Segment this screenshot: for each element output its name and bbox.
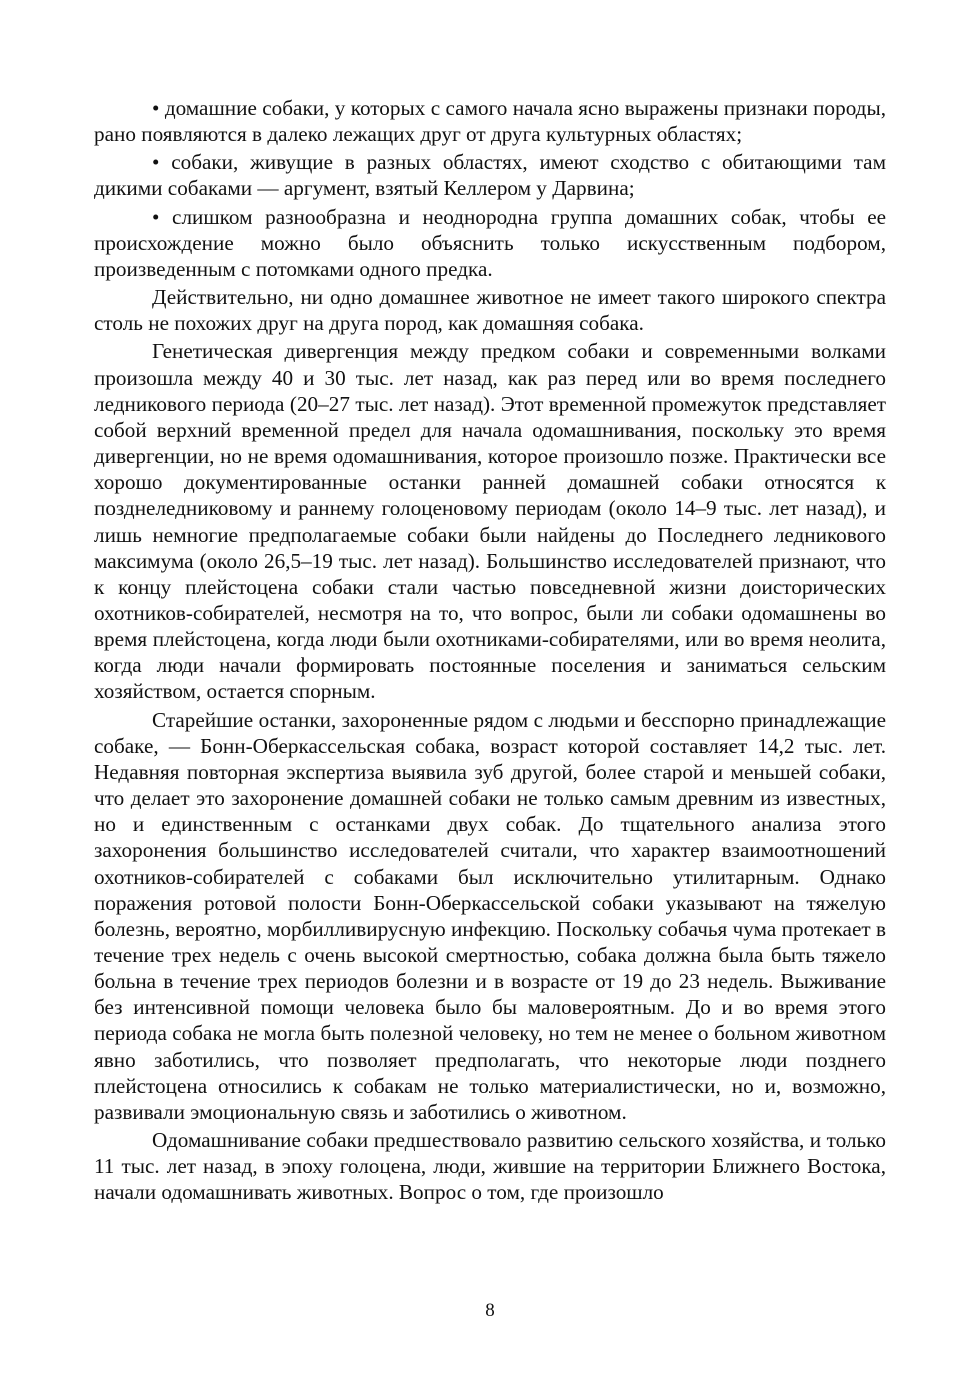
paragraph-divergence: Генетическая дивергенция между предком собаки и современными волками произошла между 40 и 30 тыс. лет назад, как раз перед или во время последнего ледникового периода (20–27 тыс. лет назад). Этот временной промежуток представляет собой верхний временной предел для начала одомашнивания, поскольку это время дивергенции, но не время одомашнивания, которое произошло позже. Практически все хорошо документированные останки ранней домашней собаки относятся к позднеледниковому и раннему голоценовому периодам (около 14–9 тыс. лет назад), и лишь немногие предполагаемые собаки были найдены до Последнего ледникового максимума (около 26,5–19 тыс. лет назад). Большинство исследователей признают, что к концу плейстоцена собаки стали частью повседневной жизни доисторических охотников-собирателей, несмотря на то, что вопрос, были ли собаки одомашнены во время плейстоцена, когда люди были охотниками-собирателями, или во время неолита, когда люди начали формировать постоянные поселения и заниматься сельским хозяйством, остается спорным. [94,339,886,704]
paragraph-oberkassel: Старейшие останки, захороненные рядом с людьми и бесспорно принадлежащие собаке, — Бонн-Оберкассельская собака, возраст которой составляет 14,2 тыс. лет. Недавняя повторная экспертиза выявила зуб другой, более старой и меньшей собаки, что делает это захоронение домашней собаки не только самым древним из известных, но и единственным с останками двух собак. До тщательного анализа этого захоронения большинство исследователей считали, что характер взаимоотношений охотников-собирателей с собаками был исключительно утилитарным. Однако поражения ротовой полости Бонн-Оберкассельской собаки указывают на тяжелую болезнь, вероятно, морбилливирусную инфекцию. Поскольку собачья чума протекает в течение трех недель с очень высокой смертностью, собака должна была быть тяжело больна в течение трех периодов болезни и в возрасте от 19 до 23 недель. Выживание без интенсивной помощи человека было бы маловероятным. До и во время этого периода собака не могла быть полезной человеку, но тем не менее о больном животном явно заботились, что позволяет предполагать, что некоторые люди позднего плейстоцена относились к собакам не только материалистически, но и, возможно, развивали эмоциональную связь и заботились о животном. [94,707,886,1124]
bullet-item-wild-dogs: • собаки, живущие в разных областях, имеют сходство с обитающими там дикими собаками — аргумент, взятый Келлером у Дарвина; [94,150,886,201]
paragraph-domestication: Одомашнивание собаки предшествовало развитию сельского хозяйства, и только 11 тыс. лет назад, в эпоху голоцена, люди, жившие на территории Ближнего Востока, начали одомашнивать животных. Вопрос о том, где произошло [94,1128,886,1205]
bullet-item-breeds: • домашние собаки, у которых с самого начала ясно выражены признаки породы, рано появляются в далеко лежащих друг от друга культурных областях; [94,96,886,147]
paragraph-spectrum: Действительно, ни одно домашнее животное не имеет такого широкого спектра столь не похожих друг на друга пород, как домашняя собака. [94,285,886,336]
body-text [94,95,886,1208]
bullet-item-diversity: • слишком разнообразна и неоднородна группа домашних собак, чтобы ее происхождение можно было объяснить только искусственным подбором, произведенным с потомками одного предка. [94,204,886,281]
page-number: 8 [485,1300,495,1321]
